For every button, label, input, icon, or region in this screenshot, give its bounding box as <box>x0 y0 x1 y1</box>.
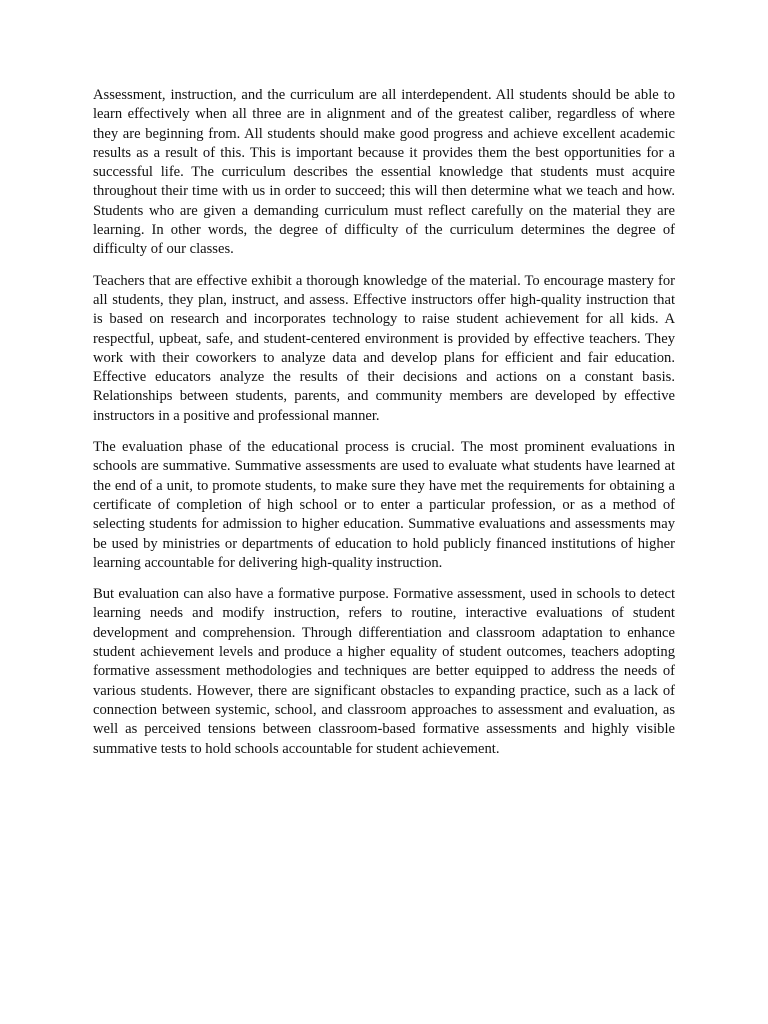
paragraph-summative-evaluation: The evaluation phase of the educational process is crucial. The most prominent evaluations in schools are summative. Summative assessments are used to evaluate what students have learned at the end of a unit, to promote students, to make sure they have met the requirements for obtaining a certificate of completion of high school or to enter a particular profession, or as a method of selecting students for admission to higher education. Summative evaluations and assessments may be used by ministries or departments of education to hold publicly financed institutions of higher learning accountable for delivering high-quality instruction. <box>93 439 675 571</box>
paragraph-effective-teachers: Teachers that are effective exhibit a thorough knowledge of the material. To encourage mastery for all students, they plan, instruct, and assess. Effective instructors offer high-quality instruction that is based on research and incorporates technology to raise student achievement for all kids. A respectful, upbeat, safe, and student-centered environment is provided by effective teachers. They work with their coworkers to analyze data and develop plans for efficient and fair education. Effective educators analyze the results of their decisions and actions on a constant basis. Relationships between students, parents, and community members are developed by effective instructors in a positive and professional manner. <box>93 272 675 424</box>
paragraph-curriculum: Assessment, instruction, and the curriculum are all interdependent. All students should be able to learn effectively when all three are in alignment and of the greatest caliber, regardless of where they are beginning from. All students should make good progress and achieve excellent academic results as a result of this. This is important because it provides them the best opportunities for a successful life. The curriculum describes the essential knowledge that students must acquire throughout their time with us in order to succeed; this will then determine what we teach and how. Students who are given a demanding curriculum must reflect carefully on the material they are learning. In other words, the degree of difficulty of the curriculum determines the degree of difficulty of our classes. <box>93 87 675 258</box>
paragraph-formative-evaluation: But evaluation can also have a formative purpose. Formative assessment, used in schools to detect learning needs and modify instruction, refers to routine, interactive evaluations of student development and comprehension. Through differentiation and classroom adaptation to enhance student achievement levels and produce a higher equality of student outcomes, teachers adopting formative assessment methodologies and techniques are better equipped to address the needs of various students. However, there are significant obstacles to expanding practice, such as a lack of connection between systemic, school, and classroom approaches to assessment and evaluation, as well as perceived tensions between classroom-based formative assessments and highly visible summative tests to hold schools accountable for student achievement. <box>93 586 675 757</box>
document-page <box>93 86 675 771</box>
